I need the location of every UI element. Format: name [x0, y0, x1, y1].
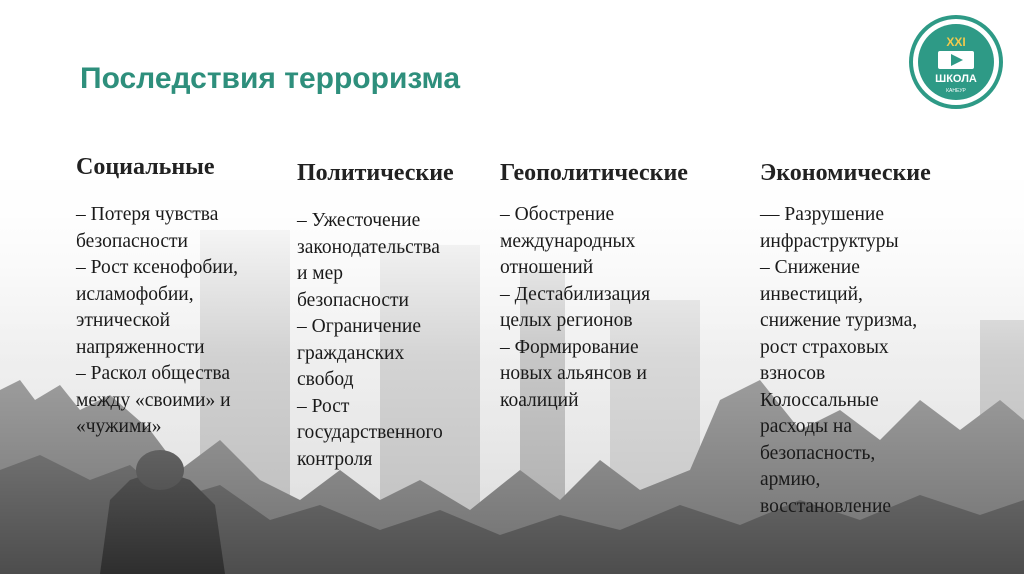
- column-heading: Социальные: [76, 154, 215, 180]
- slide-title: Последствия терроризма: [80, 62, 461, 95]
- column-heading: Геополитические: [500, 160, 688, 186]
- svg-text:КАНЕУР: КАНЕУР: [946, 88, 966, 94]
- column-text: – Обострение международных отношений – Дестабилизация целых регионов – Формирование новых альянсов и коалиций: [500, 204, 651, 411]
- school-logo: [908, 14, 1004, 110]
- column-social: [76, 152, 291, 441]
- svg-text:XXI: XXI: [946, 35, 966, 49]
- column-heading: Экономические: [760, 160, 931, 186]
- column-political: [297, 152, 492, 473]
- column-economic: [760, 152, 990, 520]
- column-text: – Ужесточение законодательства и мер безопасности – Ограничение гражданских свобод – Рост государственного контроля: [297, 210, 443, 470]
- column-text: – Потеря чувства безопасности – Рост ксенофобии, исламофобии, этнической напряженности – Раскол общества между «своими» и «чужими»: [76, 204, 239, 437]
- svg-text:ШКОЛА: ШКОЛА: [935, 73, 977, 85]
- column-text: — Разрушение инфраструктуры – Снижение инвестиций, снижение туризма, рост страховых взносов Колоссальные расходы на безопасность, армию, восстановление: [760, 204, 918, 517]
- column-heading: Политические: [297, 160, 454, 186]
- column-geopolitical: [500, 152, 715, 414]
